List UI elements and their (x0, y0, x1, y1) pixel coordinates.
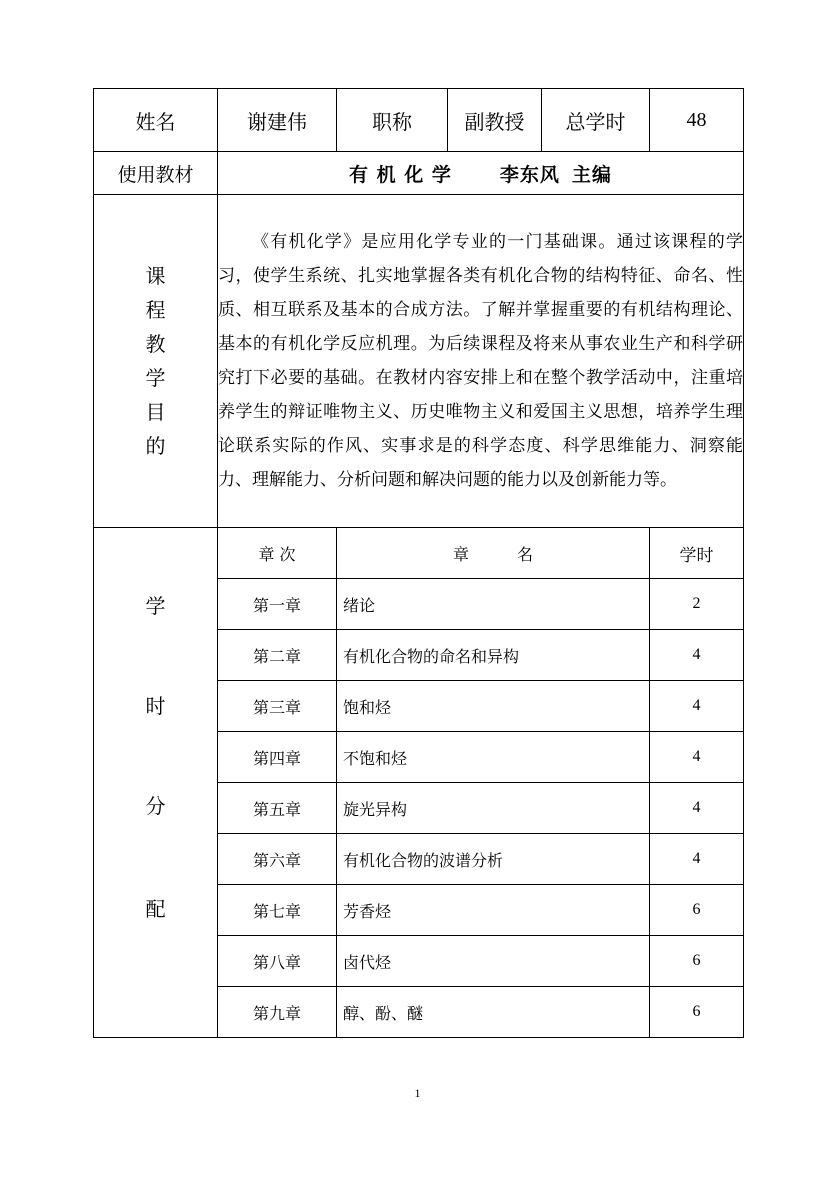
purpose-label-char: 学 (145, 366, 166, 390)
chapter-hours: 4 (650, 681, 744, 732)
purpose-label-char: 课 (145, 264, 166, 288)
total-hours-label: 总学时 (542, 89, 650, 152)
chapter-name: 绪论 (337, 579, 650, 630)
chapter-number: 第一章 (218, 579, 337, 630)
purpose-label-char: 程 (145, 298, 166, 322)
purpose-text-cell (218, 195, 744, 528)
title-label: 职称 (337, 89, 448, 152)
chapter-name: 不饱和烃 (337, 732, 650, 783)
chapter-name: 旋光异构 (337, 783, 650, 834)
chapter-number: 第九章 (218, 987, 337, 1038)
allocation-header-row (94, 528, 744, 579)
chapter-name: 饱和烃 (337, 681, 650, 732)
chapter-number: 第二章 (218, 630, 337, 681)
allocation-label-char: 配 (145, 897, 166, 921)
textbook-info (218, 152, 744, 195)
allocation-label-char: 分 (145, 794, 166, 818)
chapter-hours: 4 (650, 834, 744, 885)
col-hours-header: 学时 (650, 528, 744, 579)
name-value: 谢建伟 (218, 89, 337, 152)
header-row (94, 89, 744, 152)
purpose-label-char: 目 (145, 400, 166, 424)
chapter-name: 醇、酚、醚 (337, 987, 650, 1038)
chapter-name: 芳香烃 (337, 885, 650, 936)
course-info-table (93, 88, 744, 1038)
allocation-label-stack (94, 528, 217, 1028)
chapter-name: 有机化合物的命名和异构 (337, 630, 650, 681)
total-hours-value: 48 (650, 89, 744, 152)
chapter-number: 第三章 (218, 681, 337, 732)
purpose-label-char: 的 (145, 434, 166, 458)
allocation-label-char: 时 (145, 694, 166, 718)
name-label: 姓名 (94, 89, 218, 152)
purpose-label-char: 教 (145, 332, 166, 356)
purpose-text: 《有机化学》是应用化学专业的一门基础课。通过该课程的学习，使学生系统、扎实地掌握各类有机化合物的结构特征、命名、性质、相互联系及基本的合成方法。了解并掌握重要的有机结构理论、基本的有机化学反应机理。为后续课程及将来从事农业生产和科学研究打下必要的基础。在教材内容安排上和在整个教学活动中，注重培养学生的辩证唯物主义、历史唯物主义和爱国主义思想，培养学生理论联系实际的作风、实事求是的科学态度、科学思维能力、洞察能力、理解能力、分析问题和解决问题的能力以及创新能力等。 (218, 232, 743, 490)
allocation-label-char: 学 (145, 594, 166, 618)
chapter-hours: 6 (650, 885, 744, 936)
chapter-name: 有机化合物的波谱分析 (337, 834, 650, 885)
chapter-hours: 6 (650, 987, 744, 1038)
chapter-number: 第八章 (218, 936, 337, 987)
chapter-hours: 4 (650, 783, 744, 834)
allocation-label (94, 528, 218, 1038)
purpose-row (94, 195, 744, 528)
title-value: 副教授 (448, 89, 542, 152)
textbook-editor: 李东风 (499, 163, 560, 186)
chapter-hours: 2 (650, 579, 744, 630)
textbook-label: 使用教材 (94, 152, 218, 195)
chapter-number: 第五章 (218, 783, 337, 834)
col-chapter-header: 章 次 (218, 528, 337, 579)
chapter-number: 第四章 (218, 732, 337, 783)
chapter-name: 卤代烃 (337, 936, 650, 987)
page-number: 1 (414, 1086, 421, 1100)
chapter-hours: 4 (650, 732, 744, 783)
chapter-number: 第六章 (218, 834, 337, 885)
textbook-editor-role: 主编 (571, 163, 612, 186)
textbook-title: 有 机 化 学 (349, 163, 452, 186)
chapter-number: 第七章 (218, 885, 337, 936)
purpose-label (94, 195, 218, 528)
chapter-hours: 4 (650, 630, 744, 681)
textbook-row (94, 152, 744, 195)
chapter-hours: 6 (650, 936, 744, 987)
col-name-header: 章 名 (337, 528, 650, 579)
